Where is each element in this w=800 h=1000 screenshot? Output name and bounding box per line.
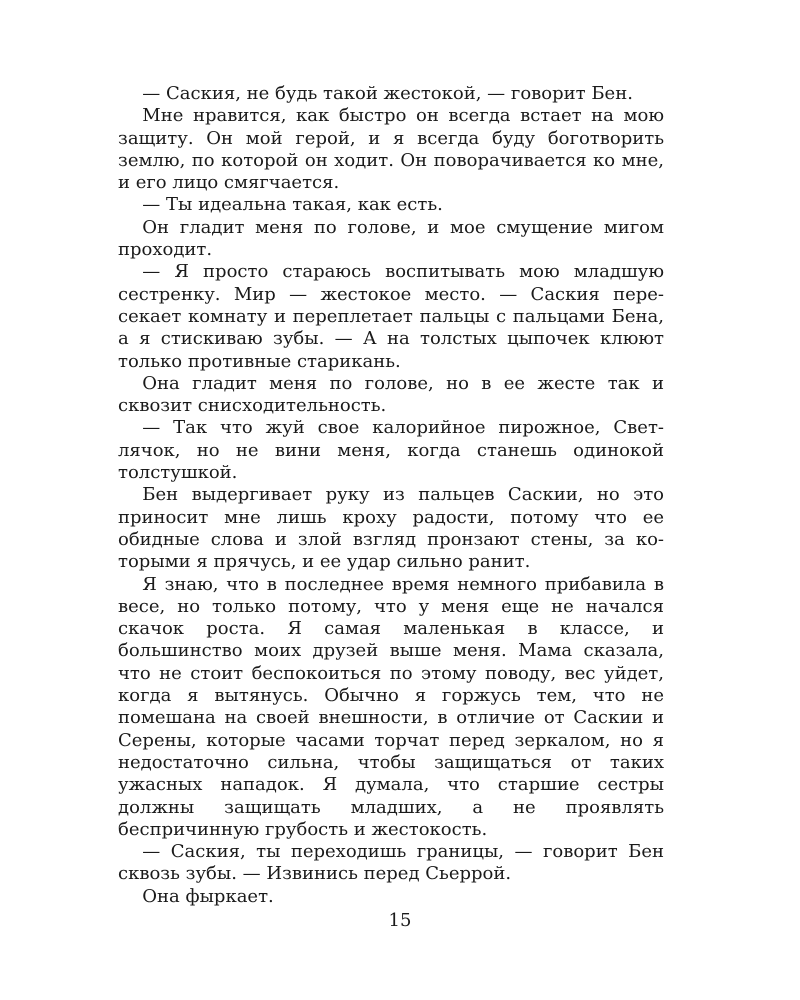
- paragraph: — Саския, не будь такой жестокой, — говорит Бен.: [142, 83, 633, 104]
- paragraph: Мне нравится, как быстро он всегда встает на мою защиту. Он мой герой, и я всегда буду боготворить землю, по которой он ходит. Он поворачивается ко мне, и его лицо смягчается.: [118, 105, 664, 194]
- paragraph: Она гладит меня по голове, но в ее жесте так и сквозит снисходительность.: [118, 372, 664, 417]
- paragraph: Она фыркает.: [142, 885, 274, 907]
- paragraph: — Ты идеальна такая, как есть.: [142, 194, 443, 216]
- paragraph: Бен выдергивает руку из пальцев Саскии, но это приносит мне лишь кроху радости, потому что ее обидные слова и злой взгляд пронзают стены, за которыми я прячусь, и ее удар сильно ранит.: [118, 484, 664, 573]
- page-number: 15: [388, 910, 412, 931]
- paragraph: Я знаю, что в последнее время немного прибавила в весе, но только потому, что у меня еще не начался скачок роста. Я самая маленькая в классе, и большинство моих друзей выше меня. Мама сказала, что не стоит беспокоиться по этому поводу, вес уйдет, когда я вытянусь. Обычно я горжусь тем, что не помешана на своей внешности, в отличие от Саскии и Серены, которые часами торчат перед зеркалом, но я недостаточно сильна, чтобы защищаться от таких ужасных нападок. Я думала, что старшие сестры должны защищать младших, а не проявлять беспричинную грубость и жестокость.: [118, 573, 664, 840]
- paragraph: — Так что жуй свое калорийное пирожное, Светлячок, но не вини меня, когда станешь одинокой толстушкой.: [118, 417, 664, 484]
- paragraph: — Саския, ты переходишь границы, — говорит Бен сквозь зубы. — Извинись перед Сьеррой.: [118, 841, 664, 885]
- paragraph: Он гладит меня по голове, и мое смущение мигом проходит.: [118, 216, 664, 261]
- paragraph: — Я просто стараюсь воспитывать мою младшую сестренку. Мир — жестокое место. — Саския пересекает комнату и переплетает пальцы с пальцами Бена, а я стискиваю зубы. — А на толстых цыпочек клюют только противные старикань.: [118, 261, 664, 372]
- body-text: [118, 83, 664, 908]
